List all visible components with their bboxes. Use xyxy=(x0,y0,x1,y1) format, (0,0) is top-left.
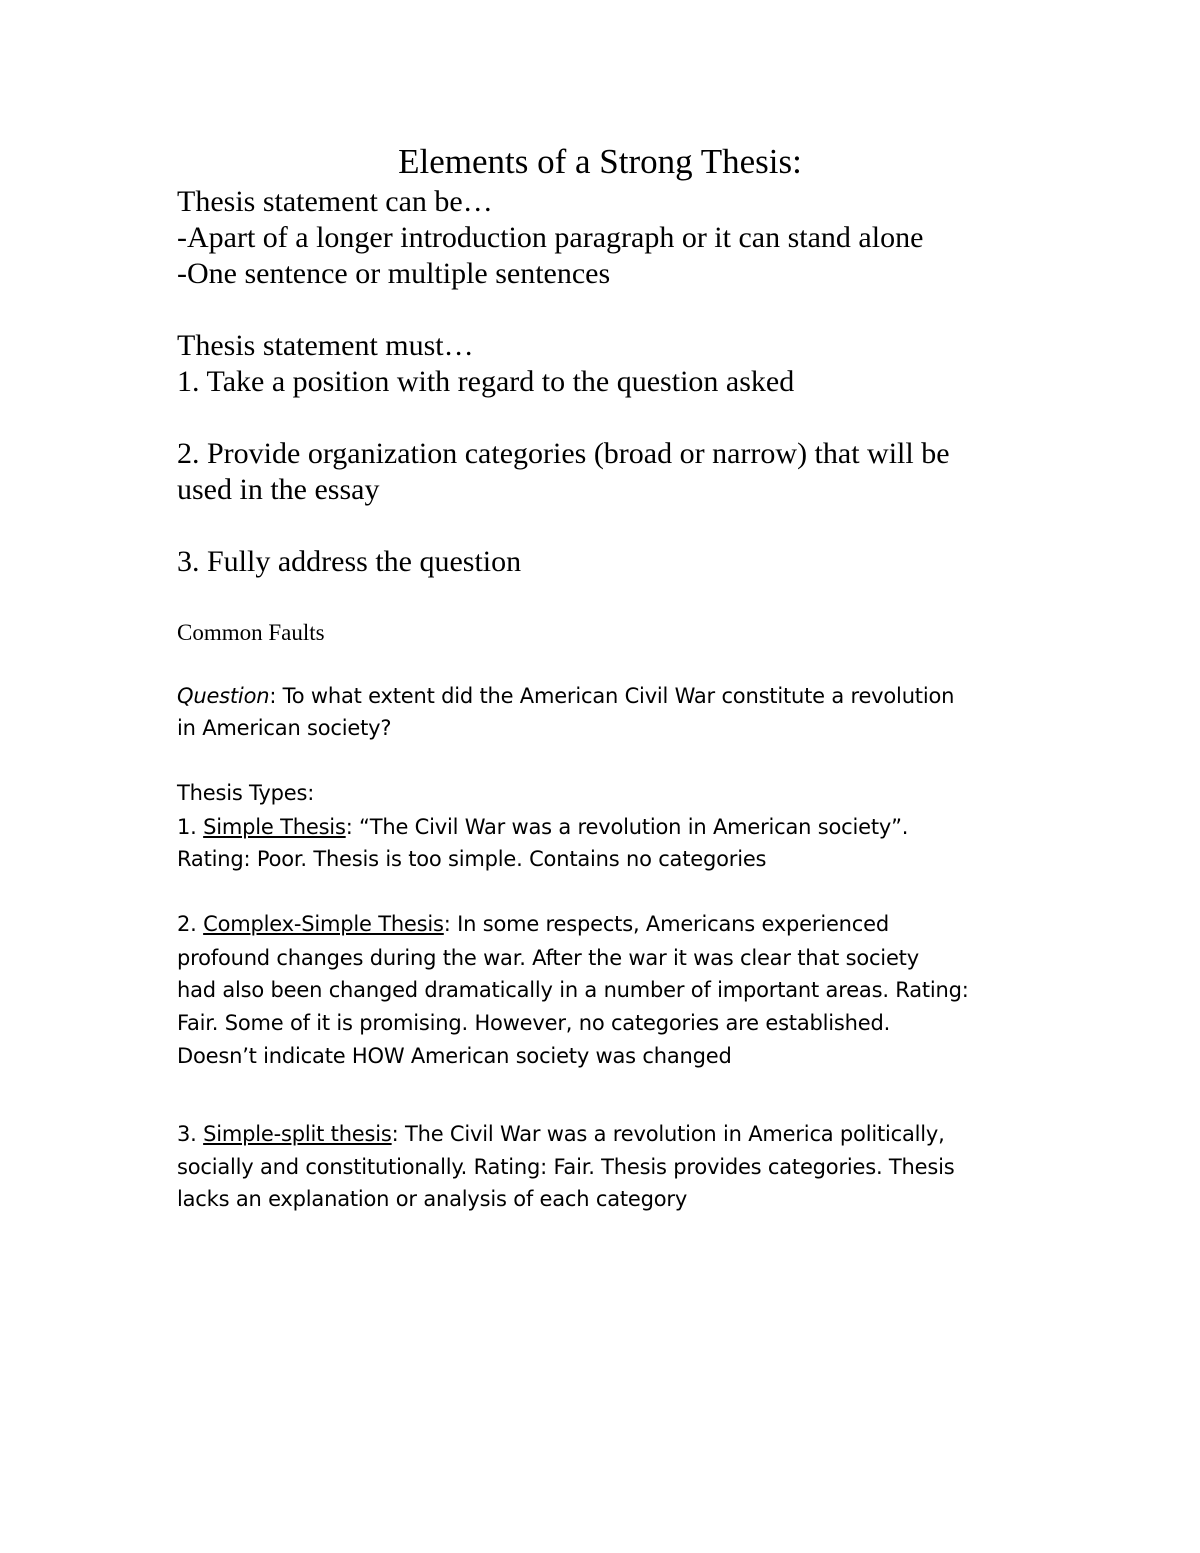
type-3-text: : The Civil War was a revolution in America politically, xyxy=(391,1122,945,1146)
question-text: : To what extent did the American Civil War constitute a revolution xyxy=(269,684,955,708)
can-be-heading: Thesis statement can be… xyxy=(177,185,493,218)
type-2-line-2: profound changes during the war. After the war it was clear that society xyxy=(177,946,919,970)
type-2-number: 2. xyxy=(177,912,204,936)
must-item-2-line-2: used in the essay xyxy=(177,473,380,506)
type-3-number: 3. xyxy=(177,1122,204,1146)
type-3-line-2: socially and constitutionally. Rating: Fair. Thesis provides categories. Thesis xyxy=(177,1155,955,1179)
question-line-2: in American society? xyxy=(177,716,392,740)
type-2-line-5: Doesn’t indicate HOW American society was changed xyxy=(177,1044,732,1068)
type-2-line-3: had also been changed dramatically in a number of important areas. Rating: xyxy=(177,978,969,1002)
must-heading: Thesis statement must… xyxy=(177,329,474,362)
must-item-3: 3. Fully address the question xyxy=(177,545,522,578)
type-2-line-4: Fair. Some of it is promising. However, no categories are established. xyxy=(177,1011,891,1035)
type-2-text: : In some respects, Americans experienced xyxy=(443,912,889,936)
type-1-line-2: Rating: Poor. Thesis is too simple. Contains no categories xyxy=(177,847,767,871)
type-3-line-3: lacks an explanation or analysis of each category xyxy=(177,1187,688,1211)
type-3-line-1 xyxy=(177,1118,945,1150)
type-1-name: Simple Thesis xyxy=(203,815,346,839)
can-be-item: -One sentence or multiple sentences xyxy=(177,257,611,290)
can-be-item: -Apart of a longer introduction paragraph or it can stand alone xyxy=(177,221,924,254)
type-2-line-1 xyxy=(177,908,889,940)
type-1-number: 1. xyxy=(177,815,204,839)
must-item-2-line-1: 2. Provide organization categories (broad or narrow) that will be xyxy=(177,437,950,470)
common-faults-heading: Common Faults xyxy=(177,620,325,645)
type-2-name: Complex-Simple Thesis xyxy=(203,912,444,936)
must-item-1: 1. Take a position with regard to the question asked xyxy=(177,365,795,398)
page-title: Elements of a Strong Thesis: xyxy=(398,142,802,181)
type-1-text: : “The Civil War was a revolution in American society”. xyxy=(345,815,909,839)
type-3-name: Simple-split thesis xyxy=(203,1122,392,1146)
thesis-types-heading: Thesis Types: xyxy=(177,781,315,805)
type-1-line-1 xyxy=(177,811,908,843)
question-line-1 xyxy=(177,680,954,712)
question-label: Question xyxy=(177,684,270,708)
